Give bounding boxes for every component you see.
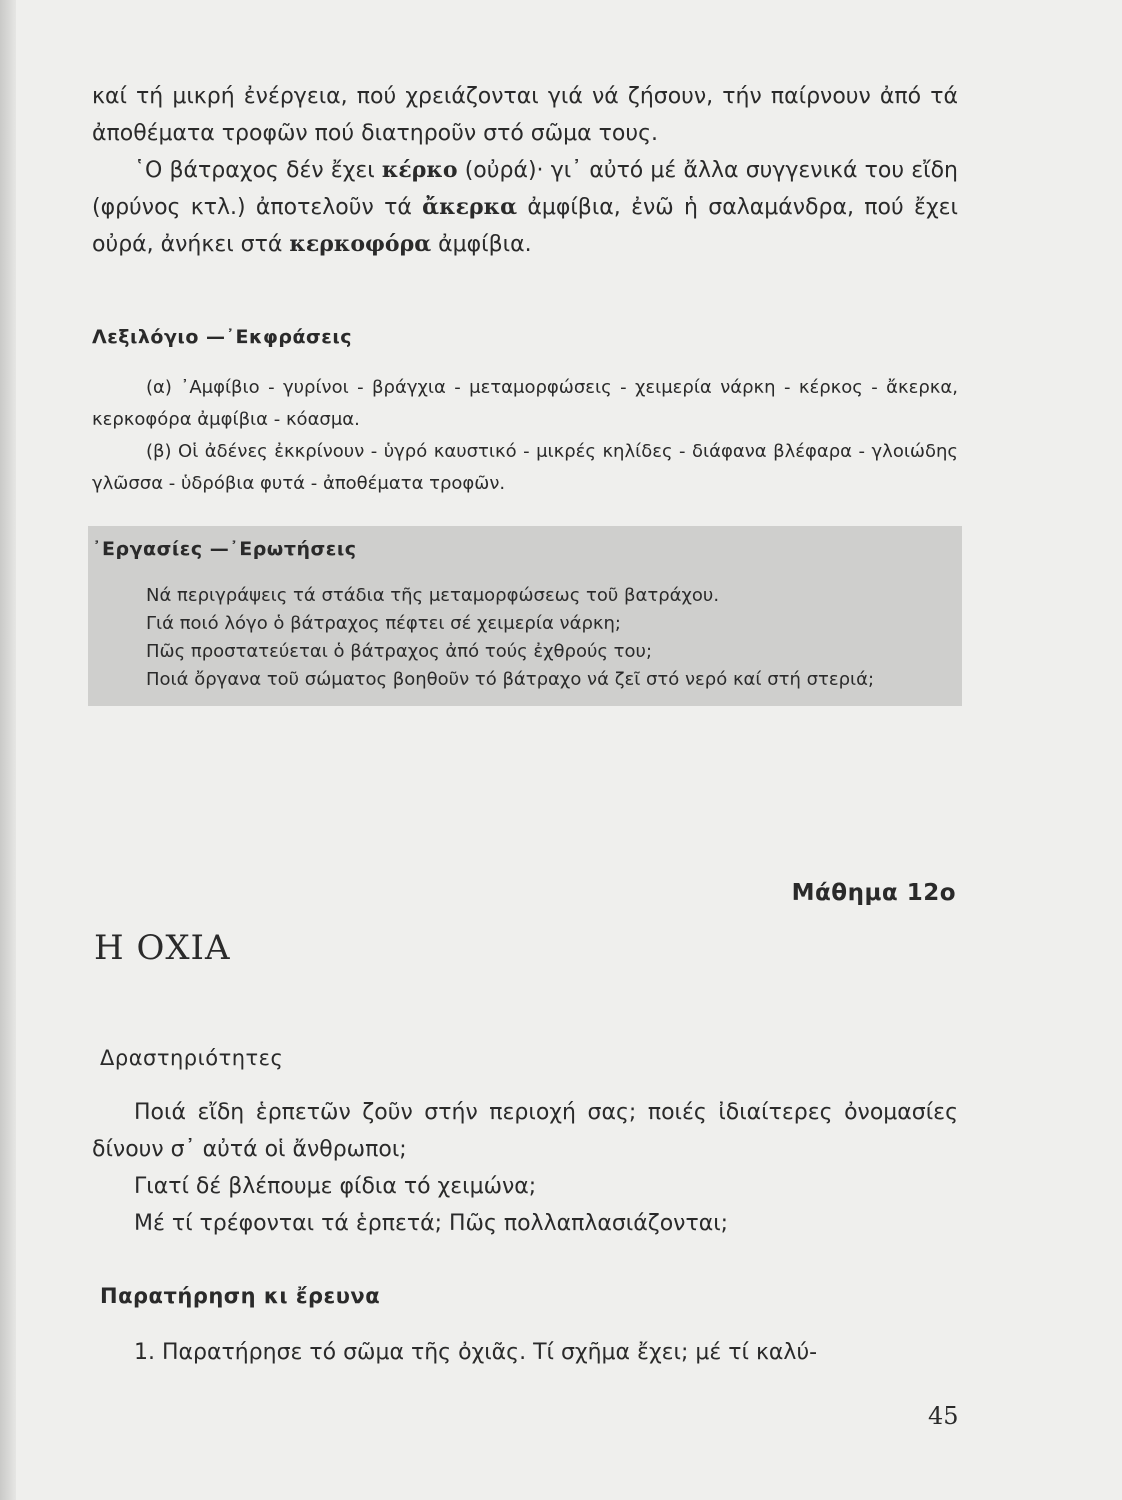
intro-paragraph-2 (92, 152, 958, 263)
term-kerkos: κέρκο (381, 157, 458, 183)
observation-item-1: 1. Παρατήρησε τό σῶμα τῆς ὀχιᾶς. Τί σχῆμα ἔχει; μέ τί καλύ- (134, 1340, 818, 1365)
tasks-box (88, 526, 962, 706)
activities-section (92, 1094, 958, 1242)
text-run: ῾Ο βάτραχος δέν ἔχει (134, 158, 382, 183)
activities-heading: Δραστηριότητες (100, 1046, 284, 1070)
task-item: Γιά ποιό λόγο ὁ βάτραχος πέφτει σέ χειμερία νάρκη; (146, 613, 621, 634)
text-run: ἀμφίβια. (431, 232, 532, 257)
tasks-list (146, 582, 874, 694)
intro-section (92, 78, 958, 263)
vocabulary-section (92, 372, 958, 500)
text-run: ἀμφίβια, ἐνῶ ἡ σαλαμάνδρα, πού ἔχει οὐρά, ἀνήκει στά (92, 195, 958, 257)
term-kerkofora: κερκοφόρα (289, 231, 432, 257)
task-item: Νά περιγράψεις τά στάδια τῆς μεταμορφώσεως τοῦ βατράχου. (146, 585, 720, 606)
lesson-title: Η ΟΧΙΑ (94, 928, 231, 968)
vocabulary-b: (β) Οἱ ἀδένες ἐκκρίνουν - ὑγρό καυστικό - μικρές κηλίδες - διάφανα βλέφαρα - γλοιώδης γλῶσσα - ὑδρόβια φυτά - ἀποθέματα τροφῶν. (92, 441, 958, 494)
tasks-heading: ᾽Εργασίες —᾽Ερωτήσεις (92, 538, 357, 560)
page-number: 45 (928, 1402, 959, 1430)
vocabulary-a: (α) ᾽Αμφίβιο - γυρίνοι - βράγχια - μεταμορφώσεις - χειμερία νάρκη - κέρκος - ἄκερκα, κερκοφόρα ἀμφίβια - κόασμα. (92, 377, 958, 430)
intro-paragraph-1: καί τή μικρή ἐνέργεια, πού χρειάζονται γιά νά ζήσουν, τήν παίρνουν ἀπό τά ἀποθέματα τροφῶν πού διατηροῦν στό σῶμα τους. (92, 84, 958, 146)
task-item: Πῶς προστατεύεται ὁ βάτραχος ἀπό τούς ἐχθρούς του; (146, 641, 653, 662)
activities-paragraph-3: Μέ τί τρέφονται τά ἑρπετά; Πῶς πολλαπλασιάζονται; (134, 1211, 729, 1236)
observation-heading: Παρατήρηση κι ἔρευνα (100, 1284, 381, 1308)
vocabulary-heading: Λεξιλόγιο —᾽Εκφράσεις (92, 326, 353, 348)
page-binding-edge (0, 0, 16, 1500)
lesson-number: Μάθημα 12ο (791, 880, 956, 906)
activities-paragraph-1: Ποιά εἴδη ἑρπετῶν ζοῦν στήν περιοχή σας; ποιές ἰδιαίτερες ὀνομασίες δίνουν σ᾽ αὐτά οἱ ἄνθρωποι; (92, 1100, 958, 1162)
observation-section (92, 1334, 958, 1371)
activities-paragraph-2: Γιατί δέ βλέπουμε φίδια τό χειμώνα; (134, 1174, 537, 1199)
task-item: Ποιά ὄργανα τοῦ σώματος βοηθοῦν τό βάτραχο νά ζεῖ στό νερό καί στή στεριά; (146, 669, 875, 690)
text-run: (οὐρά)· γι᾽ αὐτό μέ ἄλλα συγγενικά του εἴδη (φρύνος κτλ.) ἀποτελοῦν τά (92, 158, 958, 220)
term-akerka: ἄκερκα (422, 194, 517, 220)
